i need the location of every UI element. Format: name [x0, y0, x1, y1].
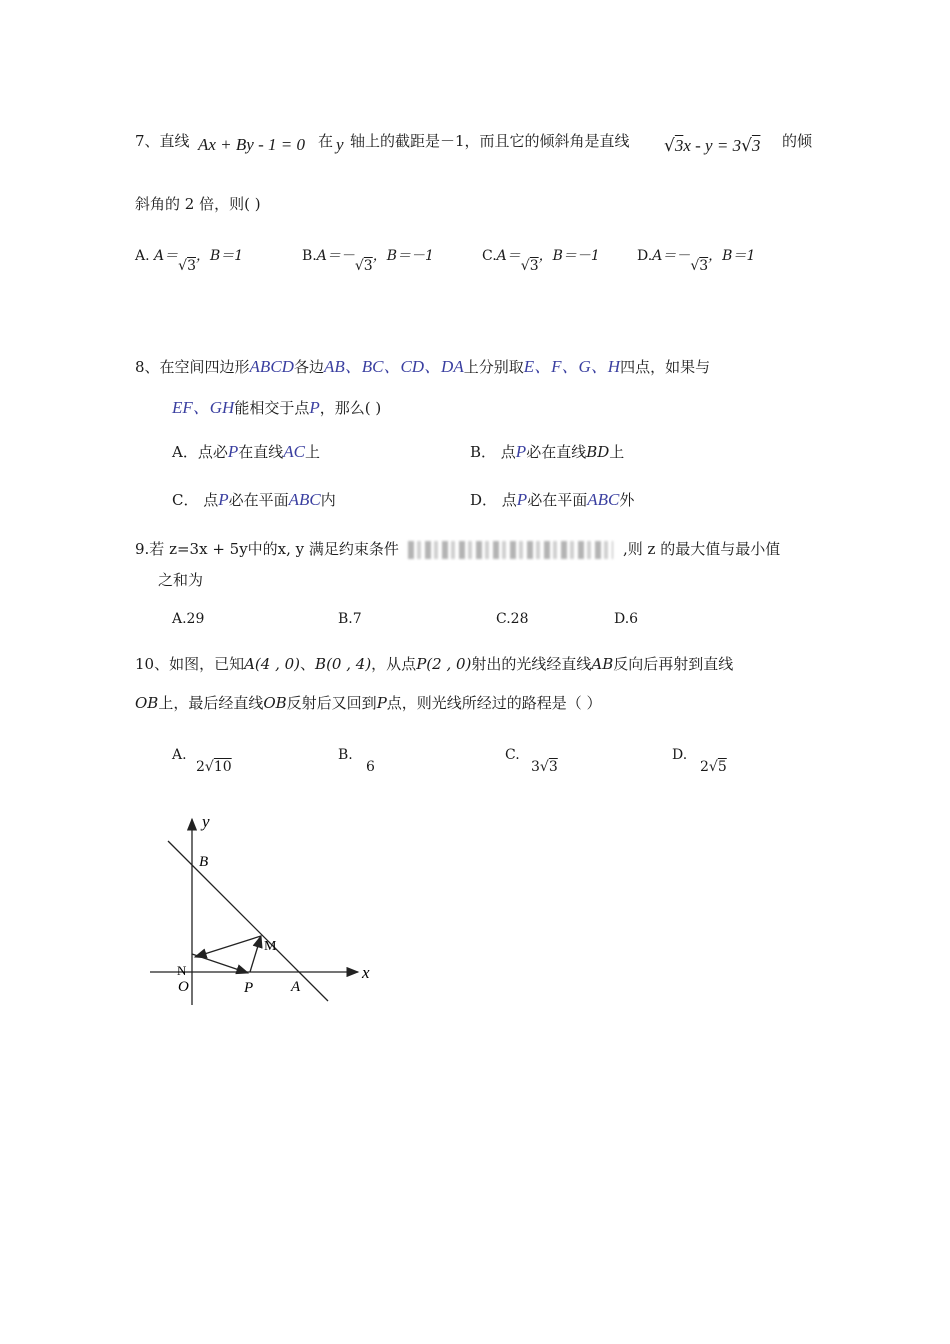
- q7-prefix: 7、直线: [135, 132, 190, 150]
- q7-eq1: Ax + By - 1 = 0: [198, 135, 305, 154]
- q9-option-c[interactable]: C.28: [496, 611, 529, 627]
- ray-p-to-m: [250, 936, 261, 972]
- q7-option-d[interactable]: D.A＝－√3，B＝1: [637, 248, 756, 274]
- q7-option-c[interactable]: C.A＝√3，B＝－1: [482, 248, 600, 274]
- q10-option-c[interactable]: C. 3√3: [505, 747, 558, 775]
- q9-option-a[interactable]: A.29: [172, 611, 205, 627]
- label-b: B: [199, 854, 209, 870]
- label-m: M: [264, 939, 277, 954]
- q8-line1: 8、在空间四边形ABCD各边AB、BC、CD、DA上分别取E、F、G、H四点，如果与: [135, 357, 711, 376]
- label-o: O: [178, 979, 189, 995]
- q9-line2: 之和为: [158, 571, 204, 589]
- q7-suffix: 的倾: [782, 132, 813, 150]
- q7-text-mid: 轴上的截距是－1，而且它的倾斜角是直线: [350, 132, 630, 150]
- q7-var-y: y: [336, 135, 344, 154]
- q9-line1: 9.若 z=3x + 5y中的x, y 满足约束条件 ,则 z 的最大值与最小值: [135, 540, 781, 558]
- ray-n-to-p: [192, 954, 248, 973]
- q9-option-d[interactable]: D.6: [614, 611, 639, 627]
- q7-text-zai: 在: [318, 132, 334, 150]
- q8-option-c[interactable]: C． 点P必在平面ABC内: [172, 490, 336, 509]
- q10-figure: [140, 805, 390, 1015]
- q10-line2: OB上，最后经直线OB反射后又回到P点，则光线所经过的路程是（ ）: [135, 694, 602, 712]
- q8-option-b[interactable]: B． 点P必在直线BD上: [470, 442, 625, 461]
- label-y: y: [202, 812, 210, 831]
- q7-eq2: √3x - y = 3√3: [664, 136, 761, 156]
- q7-line1: [135, 130, 190, 151]
- q8-option-a[interactable]: A．点必P在直线AC上: [172, 442, 320, 461]
- q10-option-a[interactable]: A. 2√10: [172, 747, 232, 775]
- q8-option-d[interactable]: D． 点P必在平面ABC外: [470, 490, 635, 509]
- q10-option-b[interactable]: B. 6: [338, 747, 375, 775]
- q7-line2: 斜角的 2 倍，则( ): [135, 195, 261, 213]
- label-p: P: [244, 980, 254, 996]
- q7-option-a[interactable]: A. A＝√3，B＝1: [135, 248, 244, 274]
- q9-constraint-image: [408, 541, 613, 559]
- q10-option-d[interactable]: D. 2√5: [672, 747, 727, 775]
- q10-line1: 10、如图，已知A(4 , 0)、B(0 , 4)，从点P(2 , 0)射出的光线经直线AB反向后再射到直线: [135, 655, 734, 673]
- label-a: A: [291, 979, 301, 995]
- q7-option-b[interactable]: B.A＝－√3，B＝－1: [302, 248, 434, 274]
- q8-line2: EF、GH能相交于点P，那么( ): [172, 398, 382, 417]
- label-n: N: [177, 963, 187, 978]
- ray-m-to-n: [195, 936, 261, 957]
- q9-option-b[interactable]: B.7: [338, 611, 362, 627]
- label-x: x: [362, 963, 370, 982]
